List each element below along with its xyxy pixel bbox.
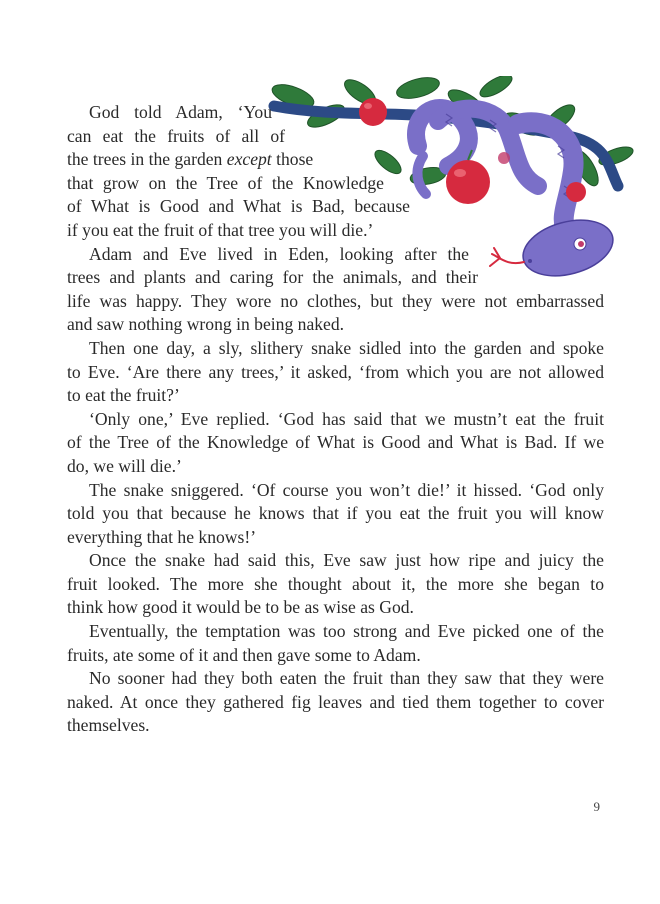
paragraph-7-line-1: Eventually, the temptation was too strong and Eve picked one of the (89, 621, 604, 642)
paragraph-8-line-2: naked. At once they gathered fig leaves and tied them together to cover (67, 691, 604, 712)
paragraph-1-line-1: God told Adam, ‘You (89, 102, 272, 122)
paragraph-2-line-2: trees and plants and caring for the animals, and their (67, 267, 478, 288)
paragraph-8-line-3: themselves. (67, 715, 150, 736)
paragraph-1-line-4: that grow on the Tree of the Knowledge (67, 172, 384, 193)
paragraph-3-line-2: to Eve. ‘Are there any trees,’ it asked, ‘from which you are not allowed (67, 361, 604, 382)
paragraph-1-line-3 (67, 148, 604, 172)
emphasis-except: except (226, 149, 272, 170)
paragraph-1-line-6: if you eat the fruit of that tree you will die.’ (67, 219, 374, 240)
paragraph-6-line-3: think how good it would be to be as wise as God. (67, 597, 414, 618)
paragraph-2-line-3: life was happy. They wore no clothes, but they were not embarrassed (67, 290, 604, 311)
paragraph-6-line-1: Once the snake had said this, Eve saw just how ripe and juicy the (89, 550, 604, 571)
paragraph-5-line-3: everything that he knows!’ (67, 526, 257, 547)
paragraph-4-line-1: ‘Only one,’ Eve replied. ‘God has said that we mustn’t eat the fruit (89, 408, 604, 429)
paragraph-7-line-2: fruits, ate some of it and then gave some to Adam. (67, 644, 421, 665)
paragraph-3-line-1: Then one day, a sly, slithery snake sidled into the garden and spoke (89, 337, 604, 358)
paragraph-5-line-2: told you that because he knows that if you eat the fruit you will know (67, 503, 604, 524)
story-text (67, 101, 604, 738)
paragraph-2-line-4: and saw nothing wrong in being naked. (67, 314, 345, 335)
paragraph-4-line-3: do, we will die.’ (67, 455, 182, 476)
paragraph-1-line-5: of What is Good and What is Bad, because (67, 196, 410, 217)
line-text: those (276, 149, 314, 170)
paragraph-3-line-3: to eat the fruit?’ (67, 385, 180, 406)
line-text: the trees in the garden (67, 149, 223, 170)
page-number: 9 (593, 799, 600, 814)
paragraph-6-line-2: fruit looked. The more she thought about it, the more she began to (67, 573, 604, 594)
paragraph-5-line-1: The snake sniggered. ‘Of course you won’t die!’ it hissed. ‘God only (89, 479, 604, 500)
paragraph-2-line-1: Adam and Eve lived in Eden, looking after the (89, 243, 469, 264)
paragraph-8-line-1: No sooner had they both eaten the fruit than they saw that they were (89, 668, 604, 689)
paragraph-1-line-2: can eat the fruits of all of (67, 125, 285, 146)
paragraph-4-line-2: of the Tree of the Knowledge of What is Good and What is Bad. If we (67, 432, 604, 453)
